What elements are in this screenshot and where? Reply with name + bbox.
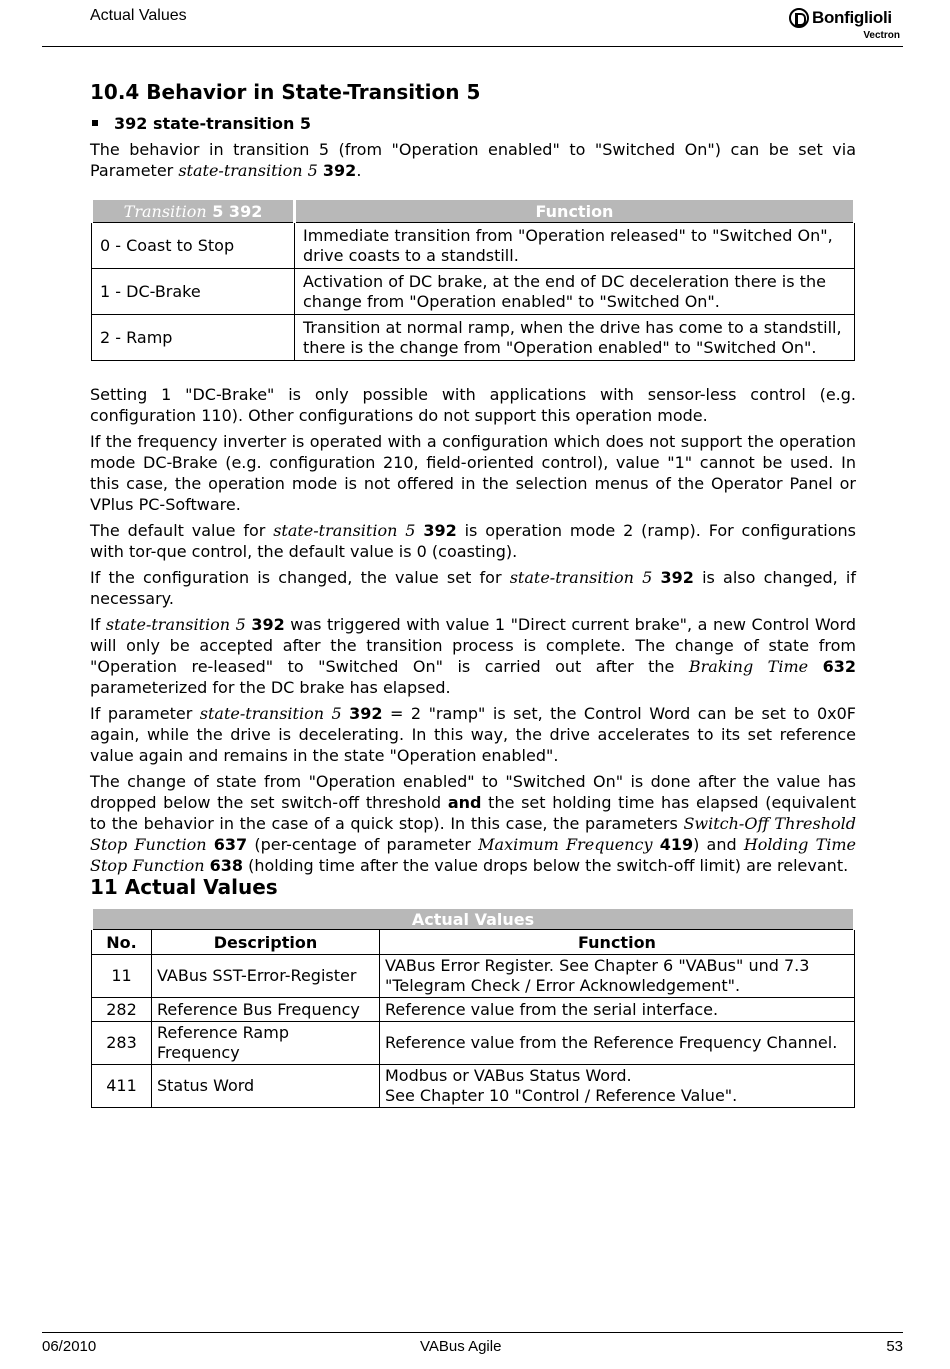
param-function: Reference value from the Reference Frequency Channel.: [380, 1022, 855, 1065]
param-number: 11: [92, 955, 152, 998]
brand-subname: Vectron: [863, 30, 900, 41]
section-heading-10-4: 10.4 Behavior in State-Transition 5: [90, 80, 481, 104]
bullet-square-icon: [92, 120, 98, 126]
brand-logo: [787, 7, 903, 43]
param-function: VABus Error Register. See Chapter 6 "VABus" und 7.3 "Telegram Check / Error Acknowledgement".: [380, 955, 855, 998]
function-cell: Activation of DC brake, at the end of DC deceleration there is the change from "Operation enabled" to "Switched On".: [295, 269, 855, 315]
intro-paragraph-block: [90, 139, 856, 186]
paragraph: The default value for state-transition 5 392 is operation mode 2 (ramp). For configurations with tor-que control, the default value is 0 (coasting).: [90, 521, 857, 561]
function-cell: Transition at normal ramp, when the drive has come to a standstill, there is the change from "Operation enabled" to "Switched On".: [295, 315, 855, 361]
table-caption: Actual Values: [92, 908, 855, 930]
brand-logo-icon: [789, 8, 809, 28]
param-function: Reference value from the serial interface.: [380, 998, 855, 1022]
setting-cell: 0 - Coast to Stop: [92, 223, 295, 269]
transition-col-header: Transition 5 392: [92, 199, 295, 223]
param-description: VABus SST-Error-Register: [152, 955, 380, 998]
transition-table: [90, 197, 856, 361]
param-description: Status Word: [152, 1065, 380, 1108]
paragraph: If state-transition 5 392 was triggered with value 1 "Direct current brake", a new Control Word will only be accepted after the transition process is complete. The change of state from "Operation re-leased" to "Switched On" is carried out after the Braking Time 632 parameterized for the DC brake has elapsed.: [90, 615, 857, 697]
running-title: Actual Values: [90, 7, 187, 24]
paragraph: If parameter state-transition 5 392 = 2 "ramp" is set, the Control Word can be set to 0x0F again, while the drive is decelerating. In this way, the drive accelerates to its set reference value again and remains in the state "Operation enabled".: [90, 704, 856, 765]
table-row: [92, 223, 855, 269]
paragraph: Setting 1 "DC-Brake" is only possible with applications with sensor-less control (e.g. configuration 110). Other configurations do not support this operation mode.: [90, 385, 856, 425]
paragraph: If the configuration is changed, the value set for state-transition 5 392 is also changed, if necessary.: [90, 568, 857, 608]
parameter-bullet: 392 state-transition 5: [90, 114, 311, 133]
param-function: Modbus or VABus Status Word. See Chapter 10 "Control / Reference Value".: [380, 1065, 855, 1108]
table-row: [92, 1065, 855, 1108]
page-number: 53: [886, 1338, 903, 1355]
param-description: Reference Bus Frequency: [152, 998, 380, 1022]
page-header: [42, 0, 903, 47]
footer-product: VABus Agile: [420, 1338, 502, 1355]
table-row: [92, 315, 855, 361]
footer-date: 06/2010: [42, 1338, 97, 1355]
brand-name: Bonfiglioli: [812, 8, 892, 27]
page-footer: [42, 1332, 903, 1369]
function-col-header: Function: [380, 930, 855, 955]
description-col-header: Description: [152, 930, 380, 955]
table-row: [92, 269, 855, 315]
param-number: 282: [92, 998, 152, 1022]
param-number: 283: [92, 1022, 152, 1065]
paragraph: If the frequency inverter is operated with a configuration which does not support the operation mode DC-Brake (e.g. configuration 210, field-oriented control), value "1" cannot be used. In this case, the operation mode is not offered in the selection menus of the Operator Panel or VPlus PC-Software.: [90, 432, 856, 514]
function-cell: Immediate transition from "Operation released" to "Switched On", drive coasts to a standstill.: [295, 223, 855, 269]
setting-cell: 1 - DC-Brake: [92, 269, 295, 315]
section-heading-11: 11 Actual Values: [90, 875, 278, 899]
param-description: Reference Ramp Frequency: [152, 1022, 380, 1065]
paragraph: The change of state from "Operation enabled" to "Switched On" is done after the value has dropped below the set switch-off threshold and the set holding time has elapsed (equivalent to the behavior in the case of a quick stop). In this case, the parameters Switch-Off Threshold Stop Function 637 (per-centage of parameter Maximum Frequency 419) and Holding Time Stop Function 638 (holding time after the value drops below the switch-off limit) are relevant.: [90, 772, 857, 875]
table-row: [92, 1022, 855, 1065]
setting-cell: 2 - Ramp: [92, 315, 295, 361]
body-text: [90, 384, 856, 881]
function-col-header: Function: [295, 199, 855, 223]
no-col-header: No.: [92, 930, 152, 955]
table-row: [92, 998, 855, 1022]
table-row: [92, 955, 855, 998]
intro-paragraph: The behavior in transition 5 (from "Operation enabled" to "Switched On") can be set via Parameter state-transition 5 392.: [90, 140, 856, 180]
actual-values-table: [90, 906, 856, 1108]
param-number: 411: [92, 1065, 152, 1108]
